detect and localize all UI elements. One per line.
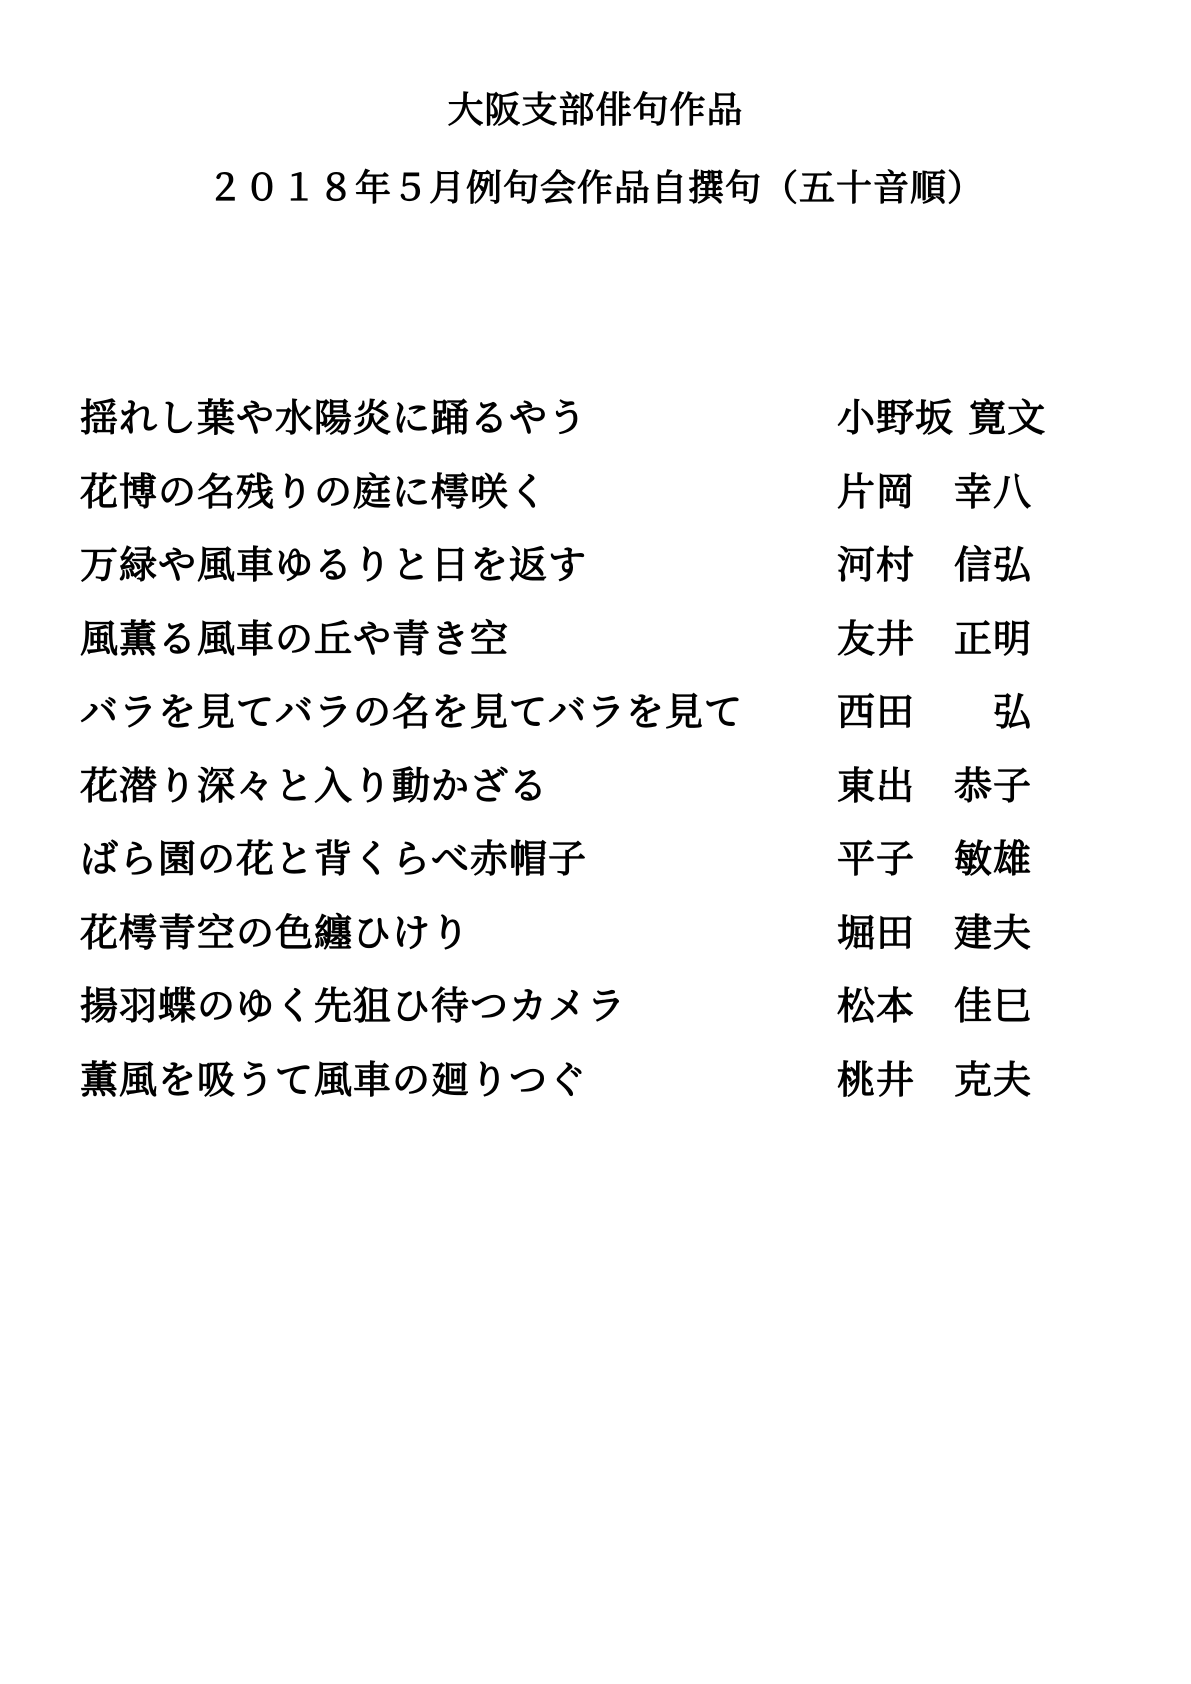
haiku-text: 揺れし葉や水陽炎に踊るやう xyxy=(80,395,588,440)
document-title: 大阪支部俳句作品 xyxy=(447,89,744,131)
haiku-row xyxy=(80,984,1120,1058)
haiku-row xyxy=(80,543,1120,617)
haiku-row xyxy=(80,617,1120,691)
haiku-text: 花樗青空の色纏ひけり xyxy=(80,909,471,955)
haiku-author: 東出 恭子 xyxy=(837,762,1033,808)
haiku-author: 河村 信弘 xyxy=(837,542,1033,587)
haiku-text: 花潜り深々と入り動かざる xyxy=(80,762,549,808)
haiku-author: 友井 正明 xyxy=(837,615,1033,661)
haiku-list xyxy=(80,396,1120,1131)
haiku-text: ばら園の花と背くらべ赤帽子 xyxy=(80,836,588,881)
haiku-row xyxy=(80,1058,1120,1132)
haiku-text: バラを見てバラの名を見てバラを見て xyxy=(80,689,744,734)
haiku-text: 風薫る風車の丘や青き空 xyxy=(80,615,510,661)
haiku-text: 花博の名残りの庭に樗咲く xyxy=(80,468,549,514)
haiku-author: 小野坂 寛文 xyxy=(837,395,1047,440)
haiku-row xyxy=(80,837,1120,911)
haiku-author: 平子 敏雄 xyxy=(837,836,1033,881)
haiku-row xyxy=(80,690,1120,764)
haiku-author: 松本 佳巳 xyxy=(837,983,1033,1028)
haiku-text: 薫風を吸うて風車の廻りつぐ xyxy=(80,1056,588,1102)
haiku-author: 堀田 建夫 xyxy=(837,909,1033,955)
haiku-text: 揚羽蝶のゆく先狙ひ待つカメラ xyxy=(80,983,627,1028)
haiku-row xyxy=(80,911,1120,985)
haiku-row xyxy=(80,470,1120,544)
haiku-author: 西田 弘 xyxy=(837,689,1033,734)
haiku-text: 万緑や風車ゆるりと日を返す xyxy=(80,542,588,587)
haiku-author: 桃井 克夫 xyxy=(837,1056,1033,1102)
haiku-row xyxy=(80,396,1120,470)
document-subtitle: ２０１８年５月例句会作品自撰句（五十音順） xyxy=(206,167,984,209)
title-block xyxy=(0,89,1191,209)
haiku-author: 片岡 幸八 xyxy=(837,468,1033,514)
haiku-row xyxy=(80,764,1120,838)
